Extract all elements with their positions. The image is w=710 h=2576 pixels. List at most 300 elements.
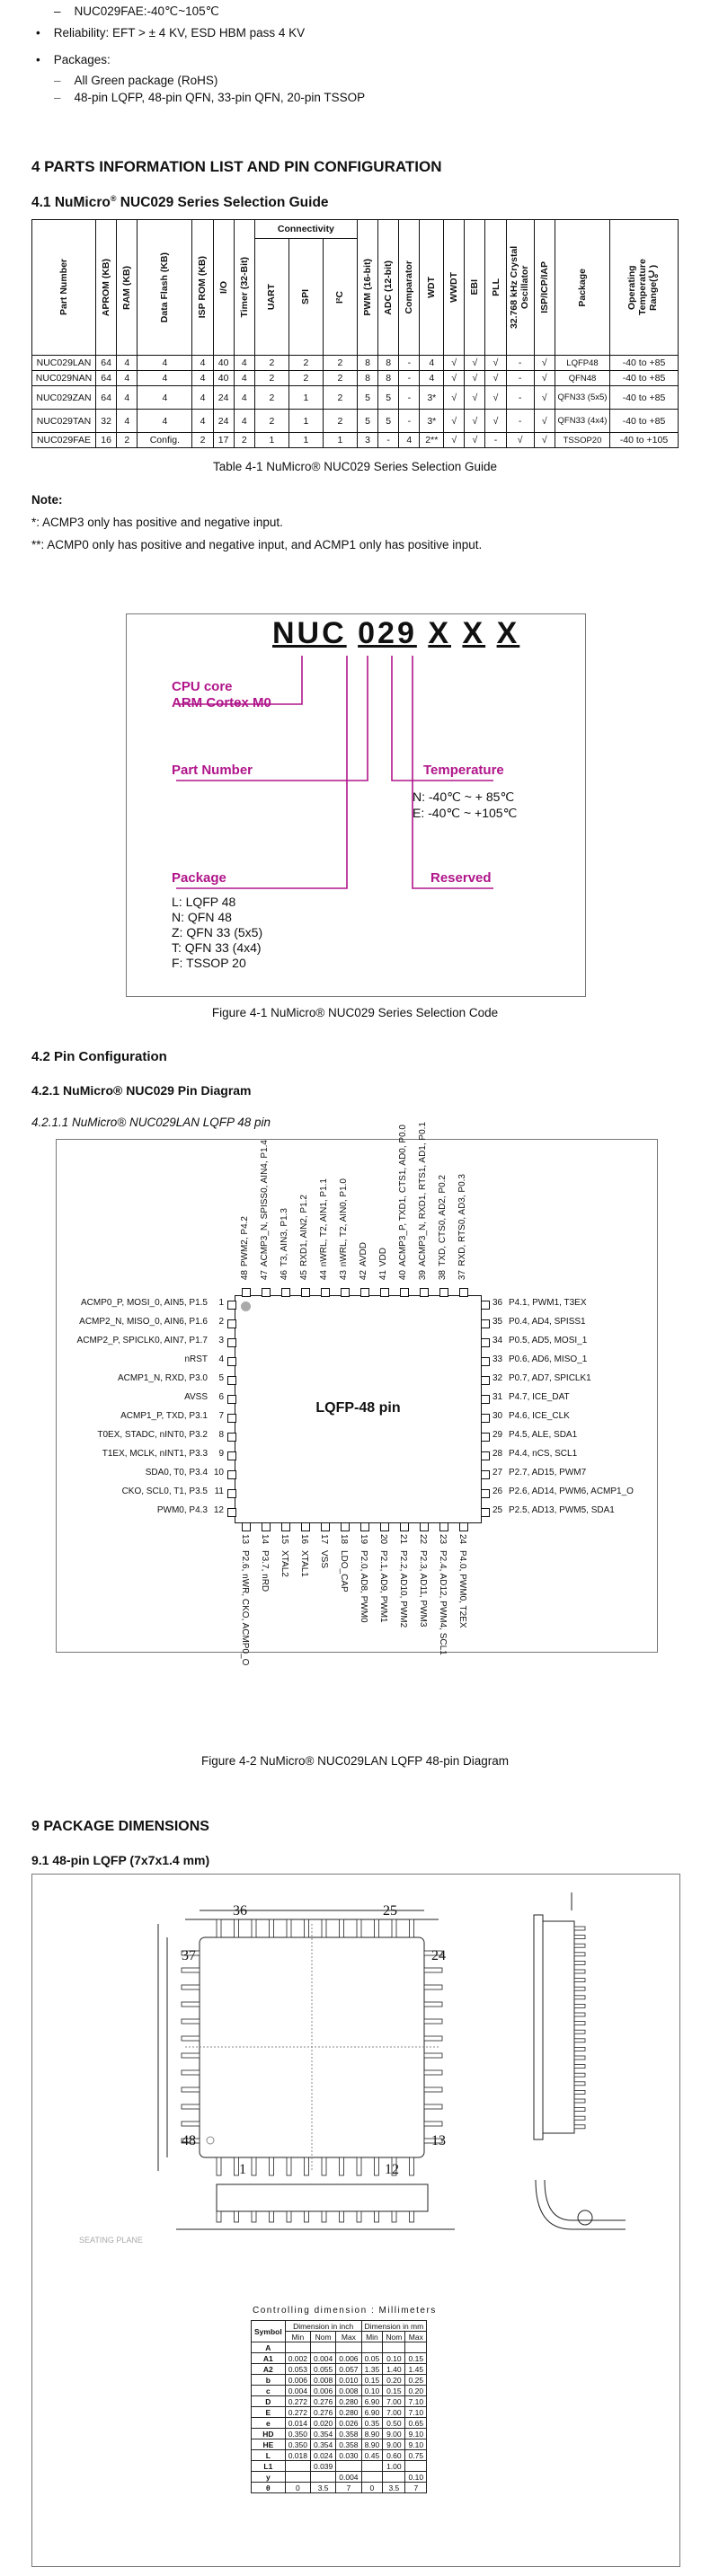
table-cell: 17 (213, 433, 234, 448)
selection-table (31, 219, 679, 448)
bullet-packages: • Packages: (36, 53, 111, 66)
dim-cell: 0.020 (310, 2418, 335, 2429)
dim-subheader: Nom (383, 2332, 405, 2342)
lead (574, 2004, 585, 2007)
dim-cell: 9.10 (405, 2439, 427, 2450)
table-cell: -40 to +105 (610, 433, 679, 448)
code-string: NUC 029 X X X (272, 616, 520, 650)
dim-cell: L1 (252, 2461, 286, 2472)
table-cell: √ (485, 371, 506, 386)
pin-label: ACMP2_N, MISO_0, AIN6, P1.6 (79, 1317, 208, 1327)
dim-cell: 1.40 (383, 2364, 405, 2375)
pin-number: 35 (493, 1317, 503, 1327)
pin-number: 3 (218, 1336, 224, 1345)
pin1-marker (241, 1301, 251, 1311)
dim-cell: 0.057 (336, 2364, 361, 2375)
dim-cell (361, 2461, 383, 2472)
table-cell: 2 (323, 371, 357, 386)
pin-pad (439, 1288, 448, 1297)
dim-subheader: Max (405, 2332, 427, 2342)
lead (410, 1919, 414, 1937)
reliability-text: Reliability: EFT > ± 4 KV, ESD HBM pass 4 KV (53, 26, 306, 40)
table-cell: 4 (234, 356, 254, 371)
dim-cell: 0.024 (310, 2450, 335, 2461)
pin-pad (242, 1522, 251, 1531)
lead (182, 2019, 200, 2024)
table-cell: √ (444, 386, 465, 410)
dim-cell: 7.00 (383, 2396, 405, 2407)
dim-cell: HE (252, 2439, 286, 2450)
lead (424, 2070, 442, 2075)
pin-label: P2.6, nWR, CKO, ACMP0_O (240, 1550, 250, 1666)
pin-label: VSS (319, 1550, 329, 1569)
dim-cell: 0.010 (336, 2375, 361, 2386)
pin-number: 38 (438, 1270, 448, 1281)
dim-cell: 0.004 (285, 2386, 310, 2396)
table-cell: √ (485, 356, 506, 371)
pin-pad (481, 1376, 490, 1385)
lead (270, 1919, 274, 1937)
table-cell: 1 (288, 410, 323, 433)
table-cell: 4 (192, 410, 213, 433)
lead (305, 2211, 309, 2222)
table-cell: 2 (117, 433, 138, 448)
th-wwdt: WWDT (444, 220, 465, 356)
table-cell: 2 (288, 356, 323, 371)
dim-cell: 0.006 (285, 2375, 310, 2386)
lead (574, 2047, 585, 2051)
lead (305, 2157, 309, 2175)
pkg-line: T: QFN 33 (4x4) (172, 940, 262, 955)
pin-number: 12 (213, 1505, 224, 1515)
dim-cell: 7.00 (383, 2407, 405, 2418)
th-adc: ADC (12-bit) (378, 220, 399, 356)
pin-label: ACMP3_N, RXD1, RTS1, AD1, P0.1 (418, 1122, 428, 1266)
corner-25: 25 (383, 1903, 397, 1919)
package-label: Package (172, 870, 226, 886)
pin-number: 29 (493, 1430, 503, 1440)
lead (322, 2211, 326, 2222)
pin-number: 43 (339, 1270, 349, 1281)
table-cell: 2 (254, 386, 288, 410)
dim-row (252, 2396, 427, 2407)
pin-number: 4 (218, 1354, 224, 1364)
dim-cell: 0.002 (285, 2353, 310, 2364)
table-cell: - (506, 371, 534, 386)
pin-label: PWM2, P4.2 (240, 1215, 250, 1266)
table-cell: TSSOP20 (555, 433, 610, 448)
pin-pad (481, 1301, 490, 1310)
dim-cell: 8.90 (361, 2439, 383, 2450)
pin-number: 15 (280, 1534, 289, 1545)
lead (182, 2036, 200, 2041)
dim-cell: 0.026 (336, 2418, 361, 2429)
dim-row (252, 2450, 427, 2461)
table-row (32, 386, 679, 410)
lead (340, 2157, 344, 2175)
pin-pad (301, 1288, 310, 1297)
table-cell: QFN33 (4x4) (555, 410, 610, 433)
controlling-dimension: Controlling dimension : Millimeters (253, 2306, 437, 2316)
th-pll: PLL (485, 220, 506, 356)
lead (182, 1968, 200, 1972)
dim-cell: E (252, 2407, 286, 2418)
pin-pad (481, 1470, 490, 1479)
table-cell: 4 (117, 410, 138, 433)
pin-pad (481, 1508, 490, 1517)
pin-pad (227, 1319, 236, 1328)
table-cell: 2 (323, 386, 357, 410)
th-aprom: APROM (KB) (96, 220, 117, 356)
reg-mark: ® (110, 194, 117, 203)
th-spi: SPI (288, 239, 323, 356)
dim-cell: A2 (252, 2364, 286, 2375)
table-cell: √ (465, 356, 485, 371)
pin-number: 41 (378, 1270, 388, 1281)
lead (235, 2211, 239, 2222)
pin-number: 5 (218, 1373, 224, 1383)
pin-number: 20 (378, 1534, 388, 1545)
table-cell: 4 (138, 356, 192, 371)
table-row (32, 356, 679, 371)
dim-cell: 0.350 (285, 2429, 310, 2439)
pin-number: 33 (493, 1354, 503, 1364)
table-cell: 3 (357, 433, 377, 448)
pin-number: 36 (493, 1298, 503, 1308)
dim-cell: 0.15 (405, 2353, 427, 2364)
pin-number: 30 (493, 1411, 503, 1421)
lead (252, 2157, 256, 2175)
table-cell: -40 to +85 (610, 410, 679, 433)
pin-pad (227, 1301, 236, 1310)
dim-cell (383, 2472, 405, 2483)
table-row (32, 433, 679, 448)
pin-label: SDA0, T0, P3.4 (145, 1468, 208, 1478)
pin-pad (481, 1414, 490, 1423)
packages-label: Packages: (53, 53, 111, 66)
table-cell: 4 (138, 386, 192, 410)
table-cell: 4 (117, 386, 138, 410)
dim-cell: 0.20 (405, 2386, 427, 2396)
lead (574, 2030, 585, 2033)
dim-cell: 0.10 (383, 2353, 405, 2364)
dim-cell (285, 2472, 310, 2483)
pin-pad (227, 1470, 236, 1479)
lead (182, 1985, 200, 1989)
pin-label: ACMP1_N, RXD, P3.0 (117, 1373, 208, 1383)
pin-label: P2.5, AD13, PWM5, SDA1 (509, 1505, 615, 1515)
pin-label: P2.2, AD10, PWM2 (398, 1550, 408, 1628)
dim-cell: 0.10 (405, 2472, 427, 2483)
dim-cell: 0.10 (361, 2386, 383, 2396)
lead (392, 2211, 396, 2222)
pin-pad (227, 1357, 236, 1366)
table-cell: √ (444, 433, 465, 448)
dim-row (252, 2353, 427, 2364)
pin-pad (227, 1376, 236, 1385)
corner-1: 1 (239, 2162, 246, 2177)
table-cell: √ (444, 356, 465, 371)
pin-label: TXD, CTS0, AD2, P0.2 (438, 1175, 448, 1266)
note-2: **: ACMP0 only has positive and negative input, and ACMP1 only has positive input. (31, 538, 483, 551)
pin-label: P2.0, AD8, PWM0 (359, 1550, 368, 1623)
corner-12: 12 (385, 2162, 399, 2177)
table-cell: √ (465, 410, 485, 433)
pin-label: P2.1, AD9, PWM1 (378, 1550, 388, 1623)
dim-cell: 0.280 (336, 2407, 361, 2418)
pin-label: ACMP1_P, TXD, P3.1 (120, 1411, 208, 1421)
pin-label: nWRL, T2, AIN1, P1.1 (319, 1178, 329, 1266)
dim-cell: e (252, 2418, 286, 2429)
th-i2c: I²C (323, 239, 357, 356)
pin-pad (227, 1433, 236, 1442)
dim-cell: 0.20 (383, 2375, 405, 2386)
pin-number: 45 (299, 1270, 309, 1281)
dim-row (252, 2483, 427, 2493)
dim-row (252, 2472, 427, 2483)
pin-number: 2 (218, 1317, 224, 1327)
pin-label: P0.6, AD6, MISO_1 (509, 1354, 588, 1364)
th-ram: RAM (KB) (117, 220, 138, 356)
table-cell: - (506, 410, 534, 433)
pin-pad (459, 1522, 468, 1531)
lead (574, 1936, 585, 1939)
lead (574, 2056, 585, 2060)
pin-label: P0.4, AD4, SPISS1 (509, 1317, 586, 1327)
table-cell: 4 (192, 371, 213, 386)
dim-cell: y (252, 2472, 286, 2483)
dim-cell: 0.018 (285, 2450, 310, 2461)
table-cell: 8 (378, 371, 399, 386)
table-cell: NUC029NAN (32, 371, 96, 386)
dim-cell: b (252, 2375, 286, 2386)
table-cell: 4 (192, 386, 213, 410)
pin-label: P4.5, ALE, SDA1 (509, 1430, 578, 1440)
table-cell: 1 (254, 433, 288, 448)
dim-cell: 1.35 (361, 2364, 383, 2375)
table-cell: 5 (378, 386, 399, 410)
table-cell: 4 (399, 433, 420, 448)
pin-label: XTAL1 (299, 1550, 309, 1577)
lead (287, 1919, 291, 1937)
pin-label: T1EX, MCLK, nINT1, P3.3 (102, 1449, 208, 1459)
th-connectivity: Connectivity (254, 220, 357, 239)
dim-cell: 7 (405, 2483, 427, 2493)
dim-cell: 0.354 (310, 2439, 335, 2450)
pin-pad (227, 1414, 236, 1423)
table-cell: √ (506, 433, 534, 448)
dim-cell: 0.004 (336, 2472, 361, 2483)
pin-pad (481, 1338, 490, 1347)
part-number-label: Part Number (172, 763, 253, 778)
dim-cell (285, 2342, 310, 2353)
pin-label: AVDD (359, 1241, 368, 1266)
dim-row (252, 2429, 427, 2439)
pin-number: 47 (260, 1270, 270, 1281)
dim-cell: 7.10 (405, 2407, 427, 2418)
dim-th-mm: Dimension in mm (361, 2321, 427, 2332)
lead (375, 1919, 379, 1937)
corner-48: 48 (182, 2133, 196, 2148)
pin-number: 6 (218, 1392, 224, 1402)
package-drawing (32, 1875, 679, 2297)
section4211-title: 4.2.1.1 NuMicro® NUC029LAN LQFP 48 pin (31, 1116, 271, 1129)
pin-pad (341, 1522, 350, 1531)
table-cell: 32 (96, 410, 117, 433)
dim-cell: D (252, 2396, 286, 2407)
th-io: I/O (213, 220, 234, 356)
pin-pad (227, 1451, 236, 1460)
table-cell: 4 (117, 356, 138, 371)
lead (574, 2039, 585, 2042)
pin-pad (481, 1319, 490, 1328)
pkg-item-1: – All Green package (RoHS) (54, 74, 218, 87)
pin-number: 44 (319, 1270, 329, 1281)
lead (182, 2053, 200, 2058)
pin-label: nWRL, T2, AIN0, P1.0 (339, 1178, 349, 1266)
pin-number: 17 (319, 1534, 329, 1545)
table-cell: 4 (234, 371, 254, 386)
table-cell: 4 (234, 410, 254, 433)
dim-cell: 9.00 (383, 2429, 405, 2439)
pin-pad (227, 1395, 236, 1404)
lead (217, 1919, 221, 1937)
table-cell: 2 (323, 356, 357, 371)
pin-label: VDD (378, 1247, 388, 1266)
pin-pad (400, 1288, 409, 1297)
lead (182, 2122, 200, 2126)
package-dim-frame (31, 1874, 680, 2567)
section91-title: 9.1 48-pin LQFP (7x7x1.4 mm) (31, 1853, 210, 1867)
pkg-line: L: LQFP 48 (172, 895, 236, 909)
section41-title (31, 194, 329, 211)
pin-label: P0.5, AD5, MOSI_1 (509, 1336, 588, 1345)
dim-cell: 0.055 (310, 2364, 335, 2375)
table-cell: 40 (213, 356, 234, 371)
lead (287, 2211, 291, 2222)
dim-cell: 0.004 (310, 2353, 335, 2364)
pin-label: T0EX, STADC, nINT0, P3.2 (97, 1430, 208, 1440)
table-cell: √ (444, 371, 465, 386)
pin-pad (420, 1288, 429, 1297)
pin-pad (281, 1288, 290, 1297)
table-cell: √ (465, 433, 485, 448)
pin-pad (360, 1522, 369, 1531)
pin-number: 24 (457, 1534, 467, 1545)
table-cell: 64 (96, 386, 117, 410)
pin-pad (481, 1395, 490, 1404)
pin-number: 42 (359, 1270, 368, 1281)
table-cell: 4 (138, 410, 192, 433)
pin-pad (380, 1288, 389, 1297)
dim-cell: θ (252, 2483, 286, 2493)
pin-pad (321, 1522, 330, 1531)
chip-body (235, 1295, 482, 1523)
corner-37: 37 (182, 1948, 196, 1963)
note-title: Note: (31, 493, 63, 507)
pin-number: 7 (218, 1411, 224, 1421)
pin-label: ACMP2_P, SPICLK0, AIN7, P1.7 (76, 1336, 208, 1345)
section9-title: 9 PACKAGE DIMENSIONS (31, 1819, 209, 1834)
table-cell: -40 to +85 (610, 371, 679, 386)
dim-cell: 9.00 (383, 2439, 405, 2450)
pkg-line: F: TSSOP 20 (172, 956, 246, 970)
table-cell: 1 (323, 433, 357, 448)
dim-row (252, 2342, 427, 2353)
pin-number: 48 (240, 1270, 250, 1281)
lead (574, 2108, 585, 2112)
table-cell: 2** (420, 433, 444, 448)
dim-cell: 0.35 (361, 2418, 383, 2429)
th-timer: Timer (32-Bit) (234, 220, 254, 356)
pin-pad (227, 1489, 236, 1498)
pin-number: 23 (438, 1534, 448, 1545)
pin-label: RXD, RTS0, AD3, P0.3 (457, 1174, 467, 1266)
pin-pad (420, 1522, 429, 1531)
dim-cell: 0.354 (310, 2429, 335, 2439)
table-cell: 4 (117, 371, 138, 386)
pin-pad (301, 1522, 310, 1531)
sub41-a: 4.1 NuMicro (31, 195, 111, 211)
pin-label: XTAL2 (280, 1550, 289, 1577)
th-crystal: 32.768 kHz Crystal Oscillator (506, 220, 534, 356)
pkg-line: N: QFN 48 (172, 910, 232, 924)
pin-number: 39 (418, 1270, 428, 1281)
temp-n: N: -40℃ ~ + 85℃ (413, 790, 515, 804)
table-cell: 5 (357, 386, 377, 410)
temp-e: E: -40℃ ~ +105℃ (413, 806, 518, 820)
dim-cell: 0.014 (285, 2418, 310, 2429)
dim-cell (336, 2461, 361, 2472)
section42-title: 4.2 Pin Configuration (31, 1049, 167, 1064)
pin-label: P4.1, PWM1, T3EX (509, 1298, 587, 1308)
pin-pad (481, 1451, 490, 1460)
lead (252, 1919, 256, 1937)
pin-pad (262, 1288, 271, 1297)
selection-code-figure (126, 613, 586, 997)
table-cell: √ (534, 410, 555, 433)
lead (424, 2002, 442, 2007)
table-cell: 2 (254, 356, 288, 371)
table-cell: 4 (420, 356, 444, 371)
th-ebi: EBI (465, 220, 485, 356)
pin-number: 8 (218, 1430, 224, 1440)
th-uart: UART (254, 239, 288, 356)
lead (375, 2211, 379, 2222)
table-cell: - (399, 356, 420, 371)
table-cell: 64 (96, 371, 117, 386)
lead (574, 2090, 585, 2094)
dim-cell: 0.50 (383, 2418, 405, 2429)
section421-title: 4.2.1 NuMicro® NUC029 Pin Diagram (31, 1083, 252, 1098)
dim-subheader: Min (285, 2332, 310, 2342)
lead (424, 2122, 442, 2126)
pin-pad (227, 1508, 236, 1517)
pin-label: PWM0, P4.3 (156, 1505, 208, 1515)
lead (322, 1919, 326, 1937)
table-cell: 8 (357, 356, 377, 371)
pin-number: 21 (398, 1534, 408, 1545)
pin-number: 10 (213, 1468, 224, 1478)
table-cell: √ (465, 371, 485, 386)
dim-cell: 1.45 (405, 2364, 427, 2375)
lead (574, 1996, 585, 1999)
pin-diagram-frame (56, 1122, 658, 1666)
corner-13: 13 (431, 2133, 446, 2148)
lead (252, 2211, 256, 2222)
lead (574, 2099, 585, 2103)
table-cell: 2 (288, 371, 323, 386)
